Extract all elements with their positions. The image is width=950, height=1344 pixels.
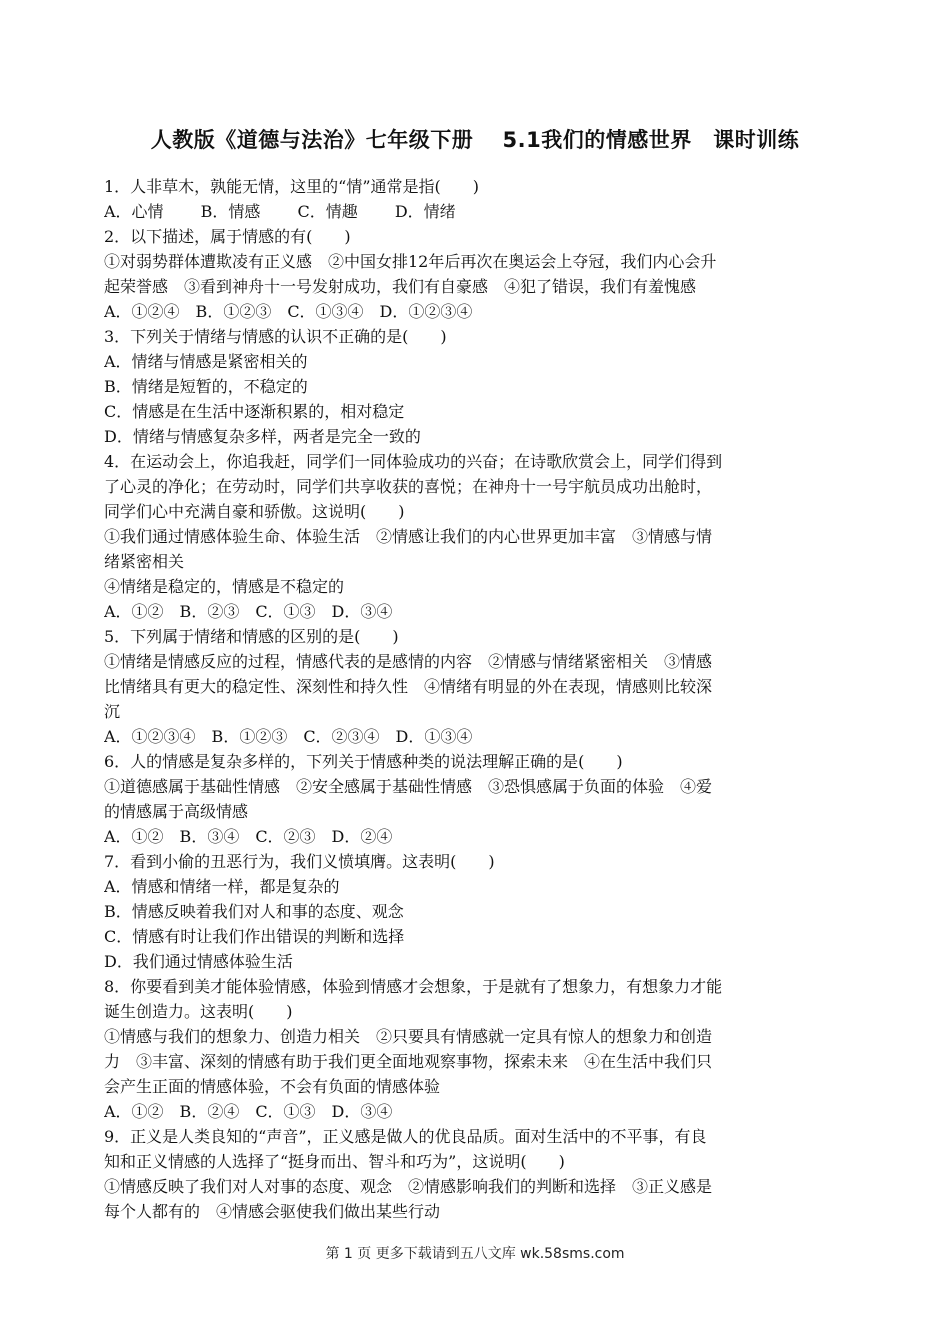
text-line: 绪紧密相关: [104, 552, 185, 571]
text-line: A．①② B．②④ C．①③ D．③④: [104, 1102, 393, 1121]
text-line: 6．人的情感是复杂多样的，下列关于情感种类的说法理解正确的是( ): [104, 752, 623, 771]
text-line: 沉: [104, 702, 121, 721]
text-line: 力 ③丰富、深刻的情感有助于我们更全面地观察事物，探索未来 ④在生活中我们只: [104, 1052, 713, 1071]
text-line: ①我们通过情感体验生命、体验生活 ②情感让我们的内心世界更加丰富 ③情感与情: [104, 527, 713, 546]
text-line: 3．下列关于情绪与情感的认识不正确的是( ): [104, 327, 447, 346]
text-line: A．①② B．③④ C．②③ D．②④: [104, 827, 393, 846]
text-line: C．情感有时让我们作出错误的判断和选择: [104, 927, 405, 946]
text-line: 比情绪具有更大的稳定性、深刻性和持久性 ④情绪有明显的外在表现，情感则比较深: [104, 677, 713, 696]
text-line: 5．下列属于情绪和情感的区别的是( ): [104, 627, 399, 646]
text-line: 起荣誉感 ③看到神舟十一号发射成功，我们有自豪感 ④犯了错误，我们有羞愧感: [104, 277, 697, 296]
text-line: C．情感是在生活中逐渐积累的，相对稳定: [104, 402, 405, 421]
text-line: D．我们通过情感体验生活: [104, 952, 293, 971]
text-line: 知和正义情感的人选择了“挺身而出、智斗和巧为”，这说明( ): [104, 1152, 565, 1171]
text-line: 8．你要看到美才能体验情感，体验到情感才会想象，于是就有了想象力，有想象力才能: [104, 977, 723, 996]
text-line: 的情感属于高级情感: [104, 802, 249, 821]
text-line: 7．看到小偷的丑恶行为，我们义愤填膺。这表明( ): [104, 852, 495, 871]
page-title: 人教版《道德与法治》七年级下册 5.1我们的情感世界 课时训练: [150, 128, 800, 152]
text-line: 诞生创造力。这表明( ): [104, 1002, 293, 1021]
text-line: ①情感反映了我们对人对事的态度、观念 ②情感影响我们的判断和选择 ③正义感是: [104, 1177, 713, 1196]
exercise-body: [104, 174, 850, 1224]
text-line: 2．以下描述，属于情感的有( ): [104, 227, 351, 246]
text-line: ①情感与我们的想象力、创造力相关 ②只要具有情感就一定具有惊人的想象力和创造: [104, 1027, 713, 1046]
text-line: 9．正义是人类良知的“声音”，正义感是做人的优良品质。面对生活中的不平事，有良: [104, 1127, 707, 1146]
text-line: ①道德感属于基础性情感 ②安全感属于基础性情感 ③恐惧感属于负面的体验 ④爱: [104, 777, 713, 796]
page-footer: 第 1 页 更多下载请到五八文库 wk.58sms.com: [325, 1246, 625, 1262]
text-line: A．①②③④ B．①②③ C．②③④ D．①③④: [104, 727, 473, 746]
text-line: ①情绪是情感反应的过程，情感代表的是感情的内容 ②情感与情绪紧密相关 ③情感: [104, 652, 713, 671]
text-line: 每个人都有的 ④情感会驱使我们做出某些行动: [104, 1202, 441, 1221]
text-line: A．情绪与情感是紧密相关的: [104, 352, 308, 371]
text-line: A．情感和情绪一样，都是复杂的: [104, 877, 340, 896]
text-line: B．情绪是短暂的，不稳定的: [104, 377, 308, 396]
text-line: D．情绪与情感复杂多样，两者是完全一致的: [104, 427, 421, 446]
text-line: 了心灵的净化；在劳动时，同学们共享收获的喜悦；在神舟十一号宇航员成功出舱时，: [104, 477, 713, 496]
text-line: ①对弱势群体遭欺凌有正义感 ②中国女排12年后再次在奥运会上夺冠，我们内心会升: [104, 252, 717, 271]
text-line: A．①②④ B．①②③ C．①③④ D．①②③④: [104, 302, 473, 321]
text-line: B．情感反映着我们对人和事的态度、观念: [104, 902, 404, 921]
text-line: 1．人非草木，孰能无情，这里的“情”通常是指( ): [104, 177, 480, 196]
text-line: A．①② B．②③ C．①③ D．③④: [104, 602, 393, 621]
text-line: 同学们心中充满自豪和骄傲。这说明( ): [104, 502, 405, 521]
text-line: ④情绪是稳定的，情感是不稳定的: [104, 577, 345, 596]
text-line: 会产生正面的情感体验，不会有负面的情感体验: [104, 1077, 441, 1096]
text-line: 4．在运动会上，你追我赶，同学们一同体验成功的兴奋；在诗歌欣赏会上，同学们得到: [104, 452, 723, 471]
text-line: A．心情 B．情感 C．情趣 D．情绪: [104, 202, 456, 221]
